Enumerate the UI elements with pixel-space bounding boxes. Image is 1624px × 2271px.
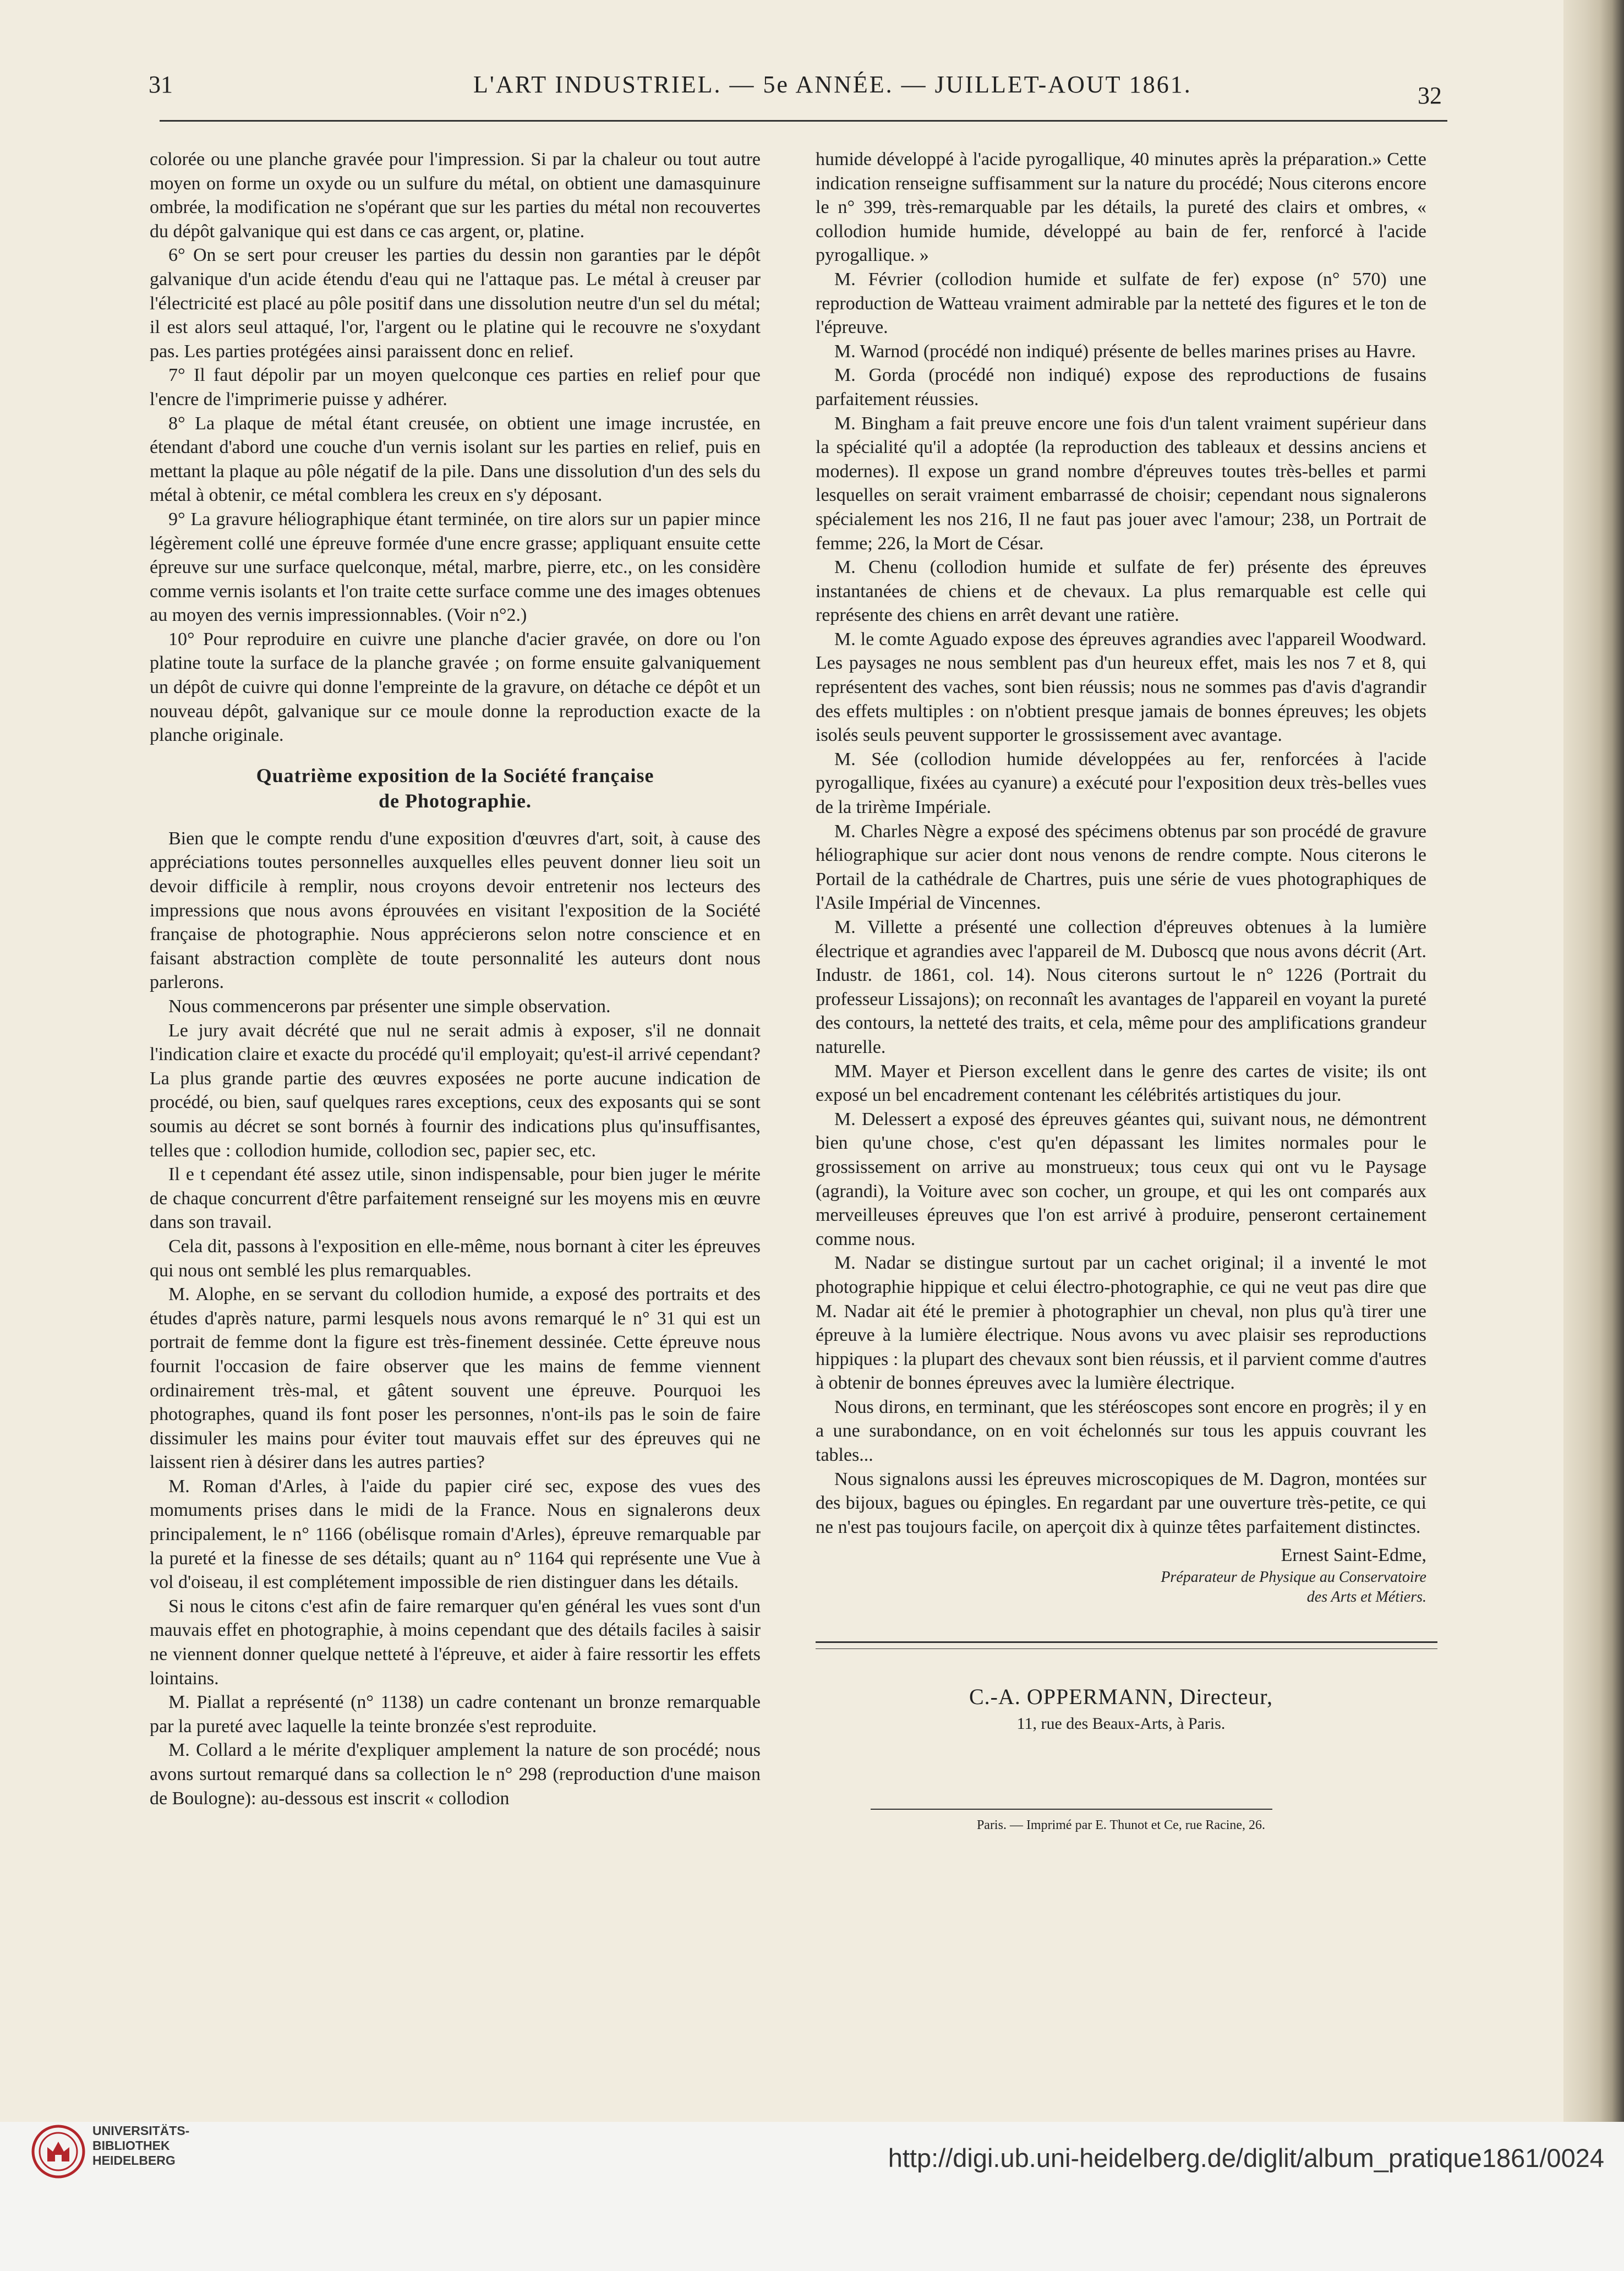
paragraph: 7° Il faut dépolir par un moyen quelconque ces parties en relief pour que l'encre de l'imprimerie puisse y adhérer. [150,365,761,410]
printer-imprint: Paris. — Imprimé par E. Thunot et Ce, rue Racine, 26. [976,1818,1266,1833]
library-name [92,2123,189,2168]
paragraph: humide développé à l'acide pyrogallique, 40 minutes après la préparation.» Cette indication renseigne suffisamment sur la nature du procédé; Nous citerons encore le n° 399, très-remarquable par les détails, la pureté des clairs et ombres, « collodion humide humide, développé au bain de fer, renforcé à l'acide pyrogallique. » [816,149,1426,266]
paragraph: M. Nadar se distingue surtout par un cachet original; il a inventé le mot photographie hippique et celui électro-photographie, ce qui ne veut pas dire que M. Nadar ait été le premier à photographier un cheval, non plus qu'à tirer une épreuve à la lumière électrique. Nous avons vu avec plaisir ses reproductions hippiques : la plupart des chevaux sont bien réussis, et il parvient comme d'autres à obtenir de bonnes épreuves avec la lumière électrique. [816,1253,1426,1394]
paragraph: M. Gorda (procédé non indiqué) expose des reproductions de fusains parfaitement réussies. [816,365,1426,410]
paragraph: Le jury avait décrété que nul ne serait admis à exposer, s'il ne donnait l'indication claire et exacte du procédé qu'il employait; qu'est-il arrivé cependant? La plus grande partie des œuvres exposées ne porte aucune indication de procédé, ou bien, sauf quelques rares exceptions, ceux des exposants qui se sont soumis au décret se sont bornés à fournir des indications plus qu'insuffisantes, telles que : collodion humide, collodion sec, papier sec, etc. [150,1020,761,1161]
left-column [150,148,761,1991]
running-header [149,65,1442,109]
paragraph: 8° La plaque de métal étant creusée, on obtient une image incrustée, en étendant d'abord une couche d'un vernis isolant sur les parties en relief, puis en mettant la plaque au pôle négatif de la pile. Dans une dissolution d'un des sels du métal à obtenir, ce métal comblera les creux en s'y déposant. [150,413,761,506]
paragraph: Nous dirons, en terminant, que les stéréoscopes sont encore en progrès; il y en a une surabondance, on en voit échelonnés sur tous les appuis couvrant les tables... [816,1396,1426,1466]
author-role: Préparateur de Physique au Conservatoire [1161,1569,1426,1586]
university-seal-icon [31,2123,86,2180]
book-binding-edge [1563,0,1624,2122]
paragraph: Il e t cependant été assez utile, sinon indispensable, pour bien juger le mérite de chaque concurrent d'être parfaitement renseigné sur les moyens mis en œuvre dans son travail. [150,1164,761,1233]
double-rule [816,1641,1437,1649]
paragraph: M. Février (collodion humide et sulfate de fer) expose (n° 570) une reproduction de Watteau vraiment admirable par la netteté des figures et le ton de l'épreuve. [816,269,1426,338]
paragraph: M. Charles Nègre a exposé des spécimens obtenus par son procédé de gravure héliographique sur acier dont nous venons de rendre compte. Nous citerons le Portail de la cathédrale de Chartres, puis une série de vues photographiques de l'Asile Impérial de Vincennes. [816,821,1426,914]
paragraph: M. Delessert a exposé des épreuves géantes qui, suivant nous, ne démontrent bien qu'une chose, c'est qu'en dépassant les limites normales pour le grossissement on arrive au monstrueux; tous ceux qui ont vu le Paysage (agrandi), la Voiture avec son cocher, un groupe, et qui les ont comparés aux merveilleuses épreuves que l'on est arrivé à produire, penseront certainement comme nous. [816,1109,1426,1249]
paragraph: Cela dit, passons à l'exposition en elle-même, nous bornant à citer les épreuves qui nous ont semblé les plus remarquables. [150,1236,761,1281]
paragraph: M. Collard a le mérite d'expliquer amplement la nature de son procédé; nous avons surtout remarqué dans sa collection le n° 298 (reproduction d'une maison de Boulogne): au-dessous est inscrit « collodion [150,1740,761,1809]
paragraph: Si nous le citons c'est afin de faire remarquer qu'en général les vues sont d'un mauvais effet en photographie, à moins cependant que des détails faciles à saisir ne viennent donner quelque netteté à l'épreuve, et aider à faire ressortir les effets lointains. [150,1596,761,1689]
author-role: des Arts et Métiers. [1306,1588,1426,1606]
paragraph: Nous signalons aussi les épreuves microscopiques de M. Dagron, montées sur des bijoux, bagues ou épingles. En regardant par une ouverture très-petite, ce qui ne n'est pas toujours facile, on aperçoit dix à quinze têtes parfaitement distinctes. [816,1468,1426,1537]
library-name-line: UNIVERSITÄTS- [92,2123,190,2138]
paragraph: M. Chenu (collodion humide et sulfate de fer) présente des épreuves instantanées de chiens et de chevaux. La plus remarquable est celle qui représente des chiens en arrêt devant une ratière. [816,557,1426,626]
director-line: C.-A. OPPERMANN, Directeur, [969,1684,1273,1710]
paragraph: M. Villette a présenté une collection d'épreuves obtenues à la lumière électrique et agrandies avec l'appareil de M. Duboscq que nous avons décrit (Art. Industr. de 1861, col. 14). Nous citerons surtout le n° 1226 (Portrait du professeur Lissajons); on reconnaît les avantages de l'appareil en voyant la pureté des contours, la netteté des traits, et cela, même pour des amplifications grandeur naturelle. [816,917,1426,1057]
paragraph: M. Warnod (procédé non indiqué) présente de belles marines prises au Havre. [834,341,1416,362]
paragraph: MM. Mayer et Pierson excellent dans le genre des cartes de visite; ils ont exposé un bel encadrement contenant les célébrités artistiques du jour. [816,1061,1426,1106]
page-number-right: 32 [1418,82,1442,109]
source-url[interactable]: http://digi.ub.uni-heidelberg.de/diglit/album_pratique1861/0024 [888,2143,1604,2172]
author-name: Ernest Saint-Edme, [1281,1545,1426,1566]
paragraph: 10° Pour reproduire en cuivre une planche d'acier gravée, on dore ou l'on platine toute la surface de la planche gravée ; on forme ensuite galvaniquement un dépôt de cuivre qui donne l'empreinte de la gravure, on détache ce dépôt et un nouveau dépôt, galvanique sur ce moule donne la reproduction exacte de la planche originale. [150,629,761,746]
paragraph: M. Sée (collodion humide développées au fer, renforcées à l'acide pyrogallique, fixées au cyanure) a exécuté pour l'exposition deux très-belles vues de la trirème Impériale. [816,749,1426,818]
header-rule [160,120,1447,122]
paragraph: Bien que le compte rendu d'une exposition d'œuvres d'art, soit, à cause des appréciations toutes personnelles auxquelles elles peuvent donner lieu soit un devoir difficile à remplir, nous croyons devoir entretenir nos lecteurs des impressions que nous avons éprouvées en visitant l'exposition de la Société française de photographie. Nous apprécierons selon notre conscience et en faisant abstraction complète de toute personnalité les auteurs dont nous parlerons. [150,828,761,993]
paragraph: M. le comte Aguado expose des épreuves agrandies avec l'appareil Woodward. Les paysages ne nous semblent pas d'un heureux effet, mais les nos 7 et 8, qui représentent des vaches, sont bien réussis; nous ne sommes pas d'avis d'agrandir des effets multiples : on n'obtient presque jamais de bonnes épreuves; les objets isolés seuls peuvent supporter le grossissement avec avantage. [816,629,1426,746]
paragraph: 6° On se sert pour creuser les parties du dessin non garanties par le dépôt galvanique d'un acide étendu d'eau qui ne l'attaque pas. Le métal à creuser par l'électricité est placé au pôle positif dans une dissolution neutre d'un sel du métal; il est alors seul attaqué, l'or, l'argent ou le platine qui le recouvre ne s'oxydant pas. Les parties protégées ainsi paraissent donc en relief. [150,245,761,362]
library-name-line: HEIDELBERG [92,2153,176,2168]
library-name-line: BIBLIOTHEK [92,2138,170,2153]
journal-title: L'ART INDUSTRIEL. — 5e ANNÉE. — JUILLET-AOUT 1861. [473,71,1192,98]
paragraph: M. Roman d'Arles, à l'aide du papier ciré sec, expose des vues des momuments prises dans le midi de la France. Nous en signalerons deux principalement, le n° 1166 (obélisque romain d'Arles), épreuve remarquable par la pureté et la finesse de ses détails; quant au n° 1164 qui représente une Vue à vol d'oiseau, il est complétement impossible de rien distinguer dans les détails. [150,1476,761,1593]
section-heading-line: de Photographie. [378,789,532,812]
right-column [816,148,1426,1991]
paragraph: M. Bingham a fait preuve encore une fois d'un talent vraiment supérieur dans la spécialité qu'il a adoptée (la reproduction des tableaux et dessins anciens et modernes). Il expose un grand nombre d'épreuves toutes très-belles et parmi lesquelles on serait vraiment embarrassé de choisir; cependant nous signalerons spécialement les nos 216, Il ne faut pas jouer avec l'amour; 238, un Portrait de femme; 226, la Mort de César. [816,413,1426,554]
author-signature [816,1543,1426,1607]
publisher-address: 11, rue des Beaux-Arts, à Paris. [1016,1715,1226,1733]
paragraph: M. Alophe, en se servant du collodion humide, a exposé des portraits et des études d'après nature, parmi lesquels nous avons remarqué le n° 31 qui est un portrait de femme dont la figure est très-finement dessinée. Cette épreuve nous fournit l'occasion de faire observer que les mains de femme viennent ordinairement très-mal, et gâtent souvent une épreuve. Pourquoi les photographes, quand ils font poser les personnes, n'ont-ils pas le soin de faire dissimuler les mains pour éviter tout mauvais effet sur des épreuves qui ne laissent rien à désirer dans les autres parties? [150,1284,761,1473]
paragraph: Nous commencerons par présenter une simple observation. [168,996,611,1017]
short-rule [871,1809,1272,1810]
paragraph: M. Piallat a représenté (n° 1138) un cadre contenant un bronze remarquable par la pureté avec laquelle la teinte bronzée s'est reproduite. [150,1692,761,1737]
page-number-left: 31 [149,71,173,98]
section-heading [150,763,761,814]
section-heading-line: Quatrième exposition de la Société française [256,764,654,787]
paragraph: 9° La gravure héliographique étant terminée, on tire alors sur un papier mince légèrement collé une épreuve formée d'une encre grasse; appliquant ensuite cette épreuve sur une surface quelconque, métal, marbre, pierre, etc., on les considère comme vernis isolants et l'on traite cette surface comme une des images obtenues au moyen des vernis impressionnables. (Voir n°2.) [150,509,761,626]
library-footer [0,2122,1624,2271]
paragraph: colorée ou une planche gravée pour l'impression. Si par la chaleur ou tout autre moyen on forme un oxyde ou un sulfure du métal, on obtient une damasquinure ombrée, la modification ne s'opérant que sur les parties du métal non recouvertes du dépôt galvanique qui est dans ce cas argent, or, platine. [150,149,761,242]
